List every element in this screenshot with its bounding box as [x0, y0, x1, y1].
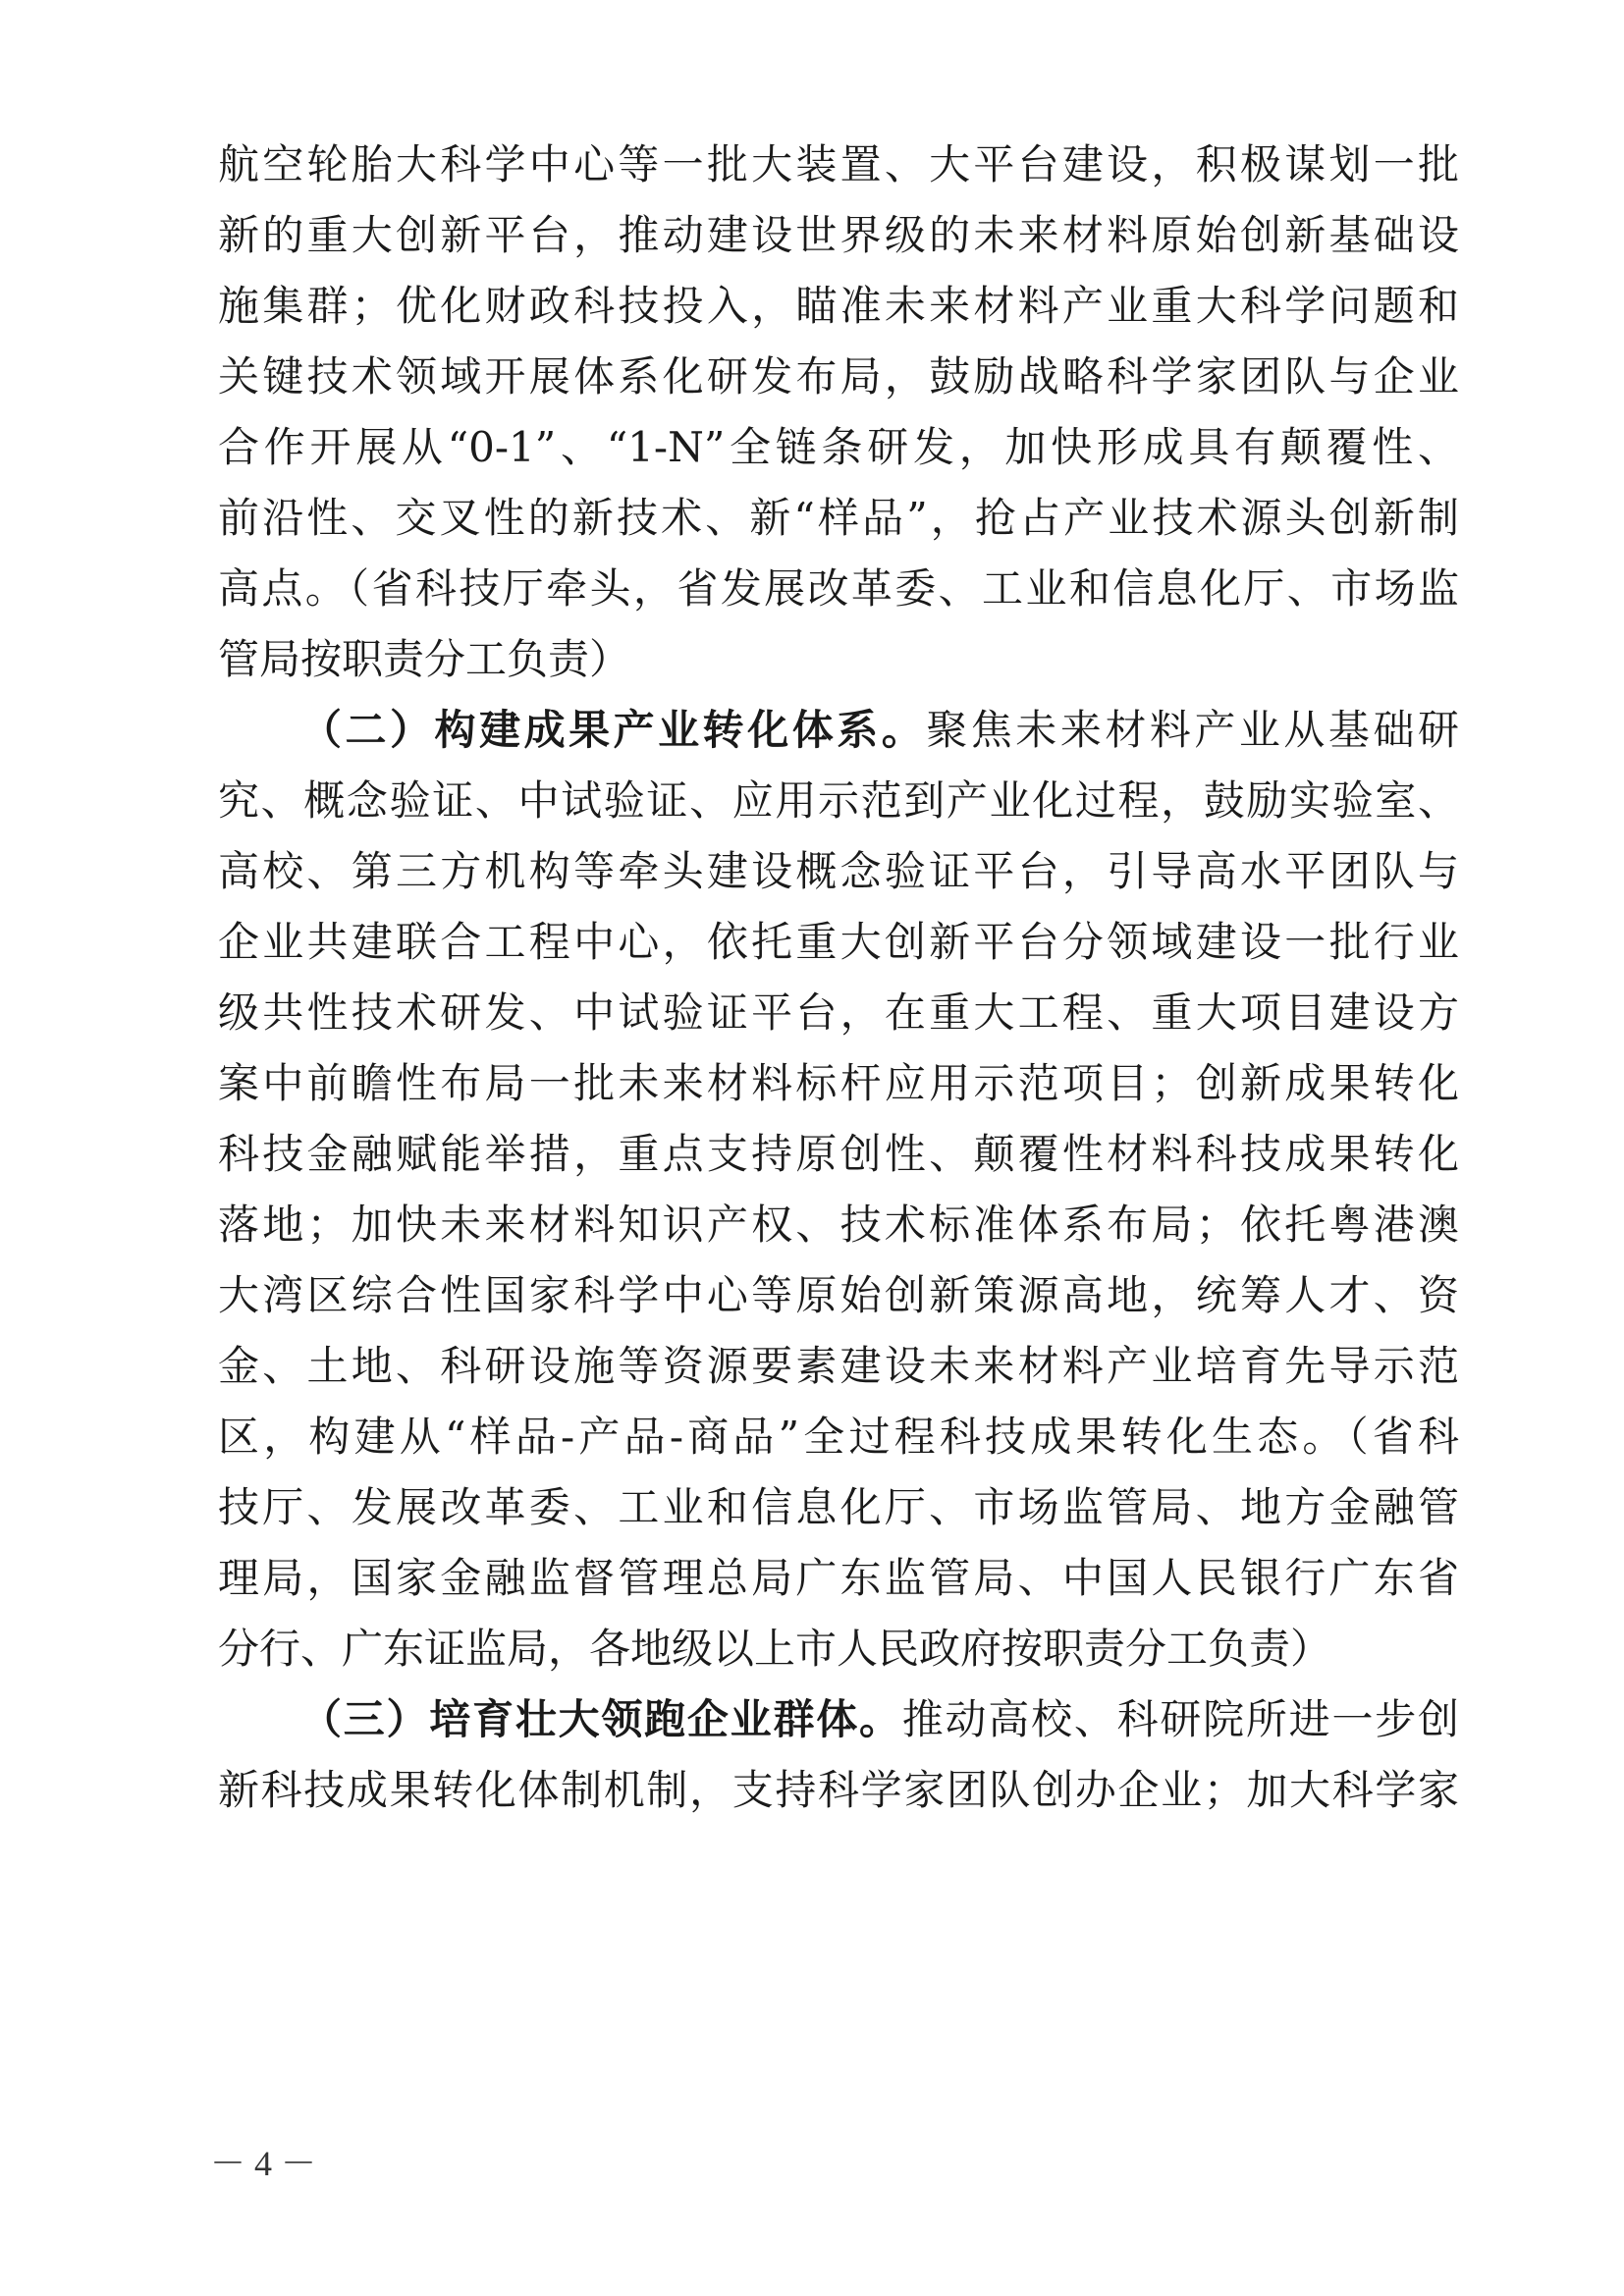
section-3-first-line [300, 1684, 1459, 1755]
body-line: 施集群；优化财政科技投入，瞄准未来材料产业重大科学问题和 [218, 282, 1459, 330]
body-line: 落地；加快未来材料知识产权、技术标准体系布局；依托粤港澳 [218, 1201, 1459, 1249]
body-line: 管局按职责分工负责） [218, 635, 631, 683]
body-line: 分行、广东证监局，各地级以上市人民政府按职责分工负责） [218, 1625, 1332, 1673]
body-line: 金、土地、科研设施等资源要素建设未来材料产业培育先导示范 [218, 1342, 1459, 1390]
body-line: 航空轮胎大科学中心等一批大装置、大平台建设，积极谋划一批 [218, 140, 1459, 188]
body-line: 新的重大创新平台，推动建设世界级的未来材料原始创新基础设 [218, 211, 1459, 259]
section-3-heading: （三）培育壮大领跑企业群体。 [300, 1695, 902, 1743]
body-line: 高点。（省科技厅牵头，省发展改革委、工业和信息化厅、市场监 [218, 564, 1459, 613]
section-2-first-line [300, 695, 1459, 766]
body-line: 企业共建联合工程中心，依托重大创新平台分领域建设一批行业 [218, 918, 1459, 966]
page-number: － 4 － [210, 2144, 317, 2183]
body-line: 究、概念验证、中试验证、应用示范到产业化过程，鼓励实验室、 [218, 776, 1459, 825]
body-line: 案中前瞻性布局一批未来材料标杆应用示范项目；创新成果转化 [218, 1059, 1459, 1107]
body-line: 高校、第三方机构等牵头建设概念验证平台，引导高水平团队与 [218, 847, 1459, 895]
body-line: 关键技术领域开展体系化研发布局，鼓励战略科学家团队与企业 [218, 352, 1459, 400]
section-2-text: 聚焦未来材料产业从基础研 [926, 706, 1459, 754]
body-line: 区，构建从“样品-产品-商品”全过程科技成果转化生态。（省科 [218, 1413, 1459, 1461]
body-line: 理局，国家金融监督管理总局广东监管局、中国人民银行广东省 [218, 1554, 1459, 1602]
body-line: 级共性技术研发、中试验证平台，在重大工程、重大项目建设方 [218, 988, 1459, 1037]
section-3-text: 推动高校、科研院所进一步创 [901, 1695, 1459, 1743]
body-line: 合作开展从“0-1”、“1-N”全链条研发，加快形成具有颠覆性、 [218, 423, 1459, 471]
section-2-heading: （二）构建成果产业转化体系。 [300, 706, 927, 754]
body-line: 大湾区综合性国家科学中心等原始创新策源高地，统筹人才、资 [218, 1271, 1459, 1319]
body-line: 技厅、发展改革委、工业和信息化厅、市场监管局、地方金融管 [218, 1483, 1459, 1531]
body-line: 前沿性、交叉性的新技术、新“样品”，抢占产业技术源头创新制 [218, 494, 1459, 542]
body-line: 新科技成果转化体制机制，支持科学家团队创办企业；加大科学家 [218, 1766, 1459, 1814]
body-line: 科技金融赋能举措，重点支持原创性、颠覆性材料科技成果转化 [218, 1130, 1459, 1178]
